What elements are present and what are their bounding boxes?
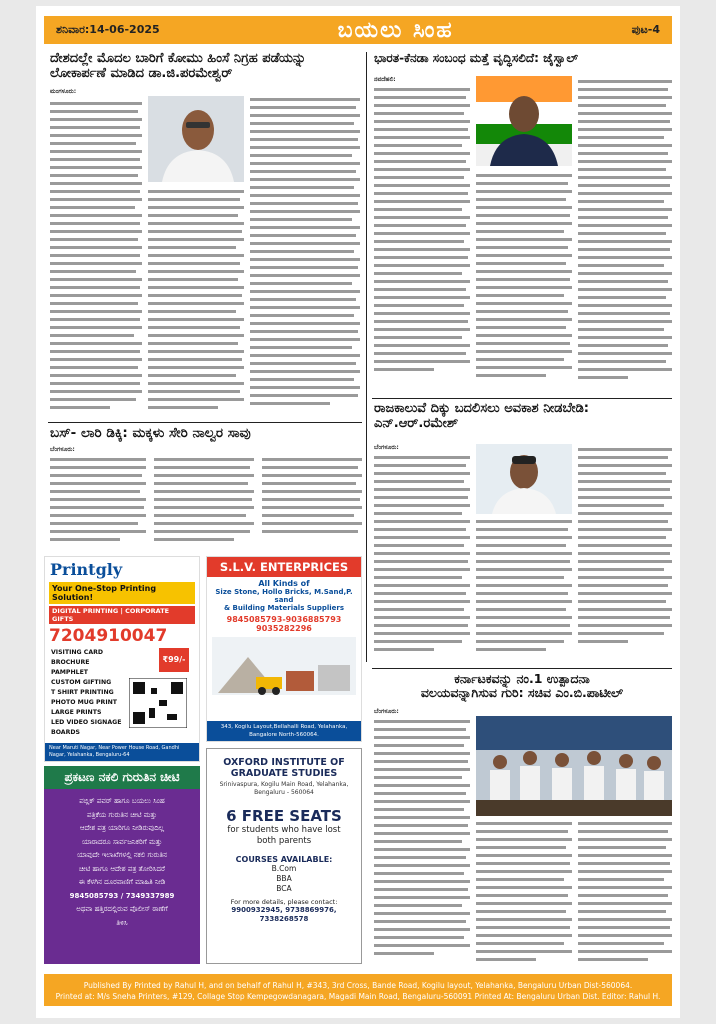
notice-line: ಯಾರಾದರೂ ಸಾರ್ವಜನಿಕರಿಗೆ ಮತ್ತು [81, 837, 163, 846]
article-4-text-lines [374, 452, 470, 662]
masthead-bar [44, 16, 672, 44]
article-5-headline [374, 672, 670, 701]
qr-code-icon [129, 678, 187, 728]
article-1-body [50, 88, 142, 418]
section-divider [372, 668, 672, 669]
oxford-seats: 6 FREE SEATS [226, 807, 342, 825]
article-5-body-col3 [578, 820, 672, 970]
oxford-name: OXFORD INSTITUTE OF GRADUATE STUDIES [223, 757, 345, 779]
notice-line: ಈ ಕೆಳಗಿನ ದೂರವಾಣಿಗೆ ಮಾಹಿತಿ ನೀಡಿ [78, 878, 166, 886]
page-number: ಪುಟ-4 [631, 23, 660, 36]
notice-line: ಪತ್ರಿಕೆಯ ಗುರುತಿನ ಚೀಟಿ ಮತ್ತು [87, 810, 157, 819]
notice-line: ಅಥವಾ ಹತ್ತಿರದಲ್ಲಿರುವ ಪೊಲೀಸ್ ಠಾಣೆಗೆ [76, 905, 168, 913]
article-1-text-lines-3 [250, 96, 360, 416]
article-1-dateline: ಮಂಗಳೂರು: [50, 88, 77, 95]
article-4-headline: ರಾಜಕಾಲುವೆ ದಿಕ್ಕು ಬದಲಿಸಲು ಅವಕಾಶ ನೀಡಬೇಡಿ: ಎನ್.ಆರ್.ರಮೇಶ್ [374, 401, 589, 431]
slv-line3: & Building Materials Suppliers [223, 604, 345, 612]
article-1-body-col2 [148, 188, 244, 418]
printgly-ad [44, 556, 200, 762]
slv-address: 343, Kogilu Layout,Bellahalli Road, Yelahanka, Bangalore North-560064. [207, 721, 361, 741]
article-5-headline-line2: ವಲಯವನ್ನಾಗಿಸುವ ಗುರಿ: ಸಚಿವ ಎಂ.ಬಿ.ಪಾಟೀಲ್ [420, 685, 624, 701]
oxford-course: BBA [276, 874, 292, 883]
article-4-dateline: ಬೆಂಗಳೂರು: [374, 444, 399, 451]
oxford-institute-ad [206, 748, 362, 964]
notice-line: ಆದೇಶ ಪತ್ರ ಯಾರಿಗೂ ನೀಡಿರುವುದಿಲ್ಲ [79, 824, 165, 832]
article-2-text-lines-2 [476, 172, 572, 392]
section-divider [372, 398, 672, 399]
article-4-body-col2 [476, 518, 572, 664]
printgly-offer: ₹99/- [159, 648, 189, 672]
notice-line: ಚೀಟಿ ಹಾಗೂ ಆದೇಶ ಪತ್ರ ತೋರಿಸಿದರೆ [79, 864, 165, 873]
oxford-address: Srinivaspura, Kogilu Main Road, Yelahanka, Bengaluru - 560064 [219, 781, 349, 796]
oxford-for: for students who have lost both parents [227, 825, 341, 846]
printgly-item: LARGE PRINTS [51, 709, 102, 716]
article-2-body [374, 76, 470, 396]
article-3-headline: ಬಸ್- ಲಾರಿ ಡಿಕ್ಕಿ: ಮಕ್ಕಳು ಸೇರಿ ನಾಲ್ವರ ಸಾವು [50, 425, 251, 441]
masthead-title: ಬಯಲು ಸಿಂಹ [337, 17, 454, 43]
article-2-body-col3 [578, 76, 672, 396]
imprint-line1: Published By Printed by Rahul H, and on behalf of Rahul H, #343, 3rd Cross, Bande Road, Kogilu layout, Yelahanka, Bengaluru Urban Dist-560064. [83, 981, 633, 990]
fake-id-notice [44, 766, 200, 964]
construction-materials-icon [212, 637, 356, 695]
newspaper-page [36, 6, 680, 1018]
article-4-text-lines-3 [578, 444, 672, 654]
article-5-text-lines-3 [578, 820, 672, 968]
article-5-photo [476, 716, 672, 816]
printgly-sub: DIGITAL PRINTING | CORPORATE GIFTS [49, 606, 195, 624]
notice-line: ಪಬ್ಲಿಕ್ ಪವರ್ ಹಾಗೂ ಬಯಲು ಸಿಂಹ [79, 797, 165, 805]
notice-line: ತಿಳಿಸಿ [116, 918, 128, 927]
printgly-brand: Printgly [50, 560, 123, 579]
slv-line2: Size Stone, Hollo Bricks, M.Sand,P. sand [215, 588, 353, 604]
slv-phone3: 9035282296 [256, 624, 312, 633]
oxford-contact-label: For more details, please contact: [230, 898, 338, 906]
oxford-courses-title: COURSES AVAILABLE: [235, 855, 333, 864]
slv-line1: All Kinds of [258, 579, 310, 588]
event-group-photo-icon [476, 716, 672, 816]
printgly-item: BROCHURE [51, 659, 90, 666]
oxford-contact: 9900932945, 9738869976, 7338268578 [231, 906, 337, 923]
article-5-headline-line1: ಕರ್ನಾಟಕವನ್ನು ನಂ.1 ಉತ್ಪಾದನಾ [454, 671, 590, 686]
article-3-body [50, 446, 362, 546]
article-4-text-lines-2 [476, 518, 572, 662]
printgly-visuals [123, 648, 193, 738]
printgly-item: LED VIDEO SIGNAGE BOARDS [51, 719, 122, 736]
imprint-line2: Printed at: M/s Sneha Printers, #129, Collage Stop Kempegowdanagara, Magadi Main Road, Bengaluru-560091 Printed At: Bengaluru Urban Dist. Editor: Rahul H. [55, 992, 661, 1001]
article-1-body-col3 [250, 96, 360, 418]
article-4-photo [476, 444, 572, 514]
article-2-text-lines-3 [578, 76, 672, 394]
article-2-text-lines [374, 84, 470, 384]
printgly-item: VISITING CARD [51, 649, 104, 656]
notice-line: ಯಾವುದೇ ಇಲಾಖೆಗಳಲ್ಲಿ ನಕಲಿ ಗುರುತಿನ [76, 851, 168, 859]
printgly-tagline: Your One-Stop Printing Solution! [49, 582, 195, 604]
printgly-address: Near Maruti Nagar, Near Power House Road, Gandhi Nagar, Yelahanka, Bengaluru-64 [45, 743, 199, 761]
politician-portrait-icon [148, 96, 244, 182]
article-1-photo [148, 96, 244, 182]
printgly-phone: 7204910047 [49, 626, 168, 646]
article-1-text-lines-2 [148, 188, 244, 416]
imprint-footer [44, 974, 672, 1006]
printgly-item: T SHIRT PRINTING [51, 689, 114, 696]
article-2-dateline: ನವದೆಹಲಿ: [374, 76, 396, 83]
notice-body [44, 789, 200, 930]
printgly-item: PAMPHLET [51, 669, 89, 676]
slv-name: S.L.V. ENTERPRICES [207, 557, 361, 577]
section-divider [48, 422, 362, 423]
oxford-course: B.Com [271, 864, 297, 873]
spokesperson-portrait-icon [476, 76, 572, 166]
article-5-body [374, 708, 470, 970]
printgly-item: CUSTOM GIFTING [51, 679, 112, 686]
printgly-item: PHOTO MUG PRINT [51, 699, 118, 706]
politician-portrait-icon [476, 444, 572, 514]
article-3-text-lines [50, 454, 362, 546]
article-2-headline: ಭಾರತ-ಕೆನಡಾ ಸಂಬಂಧ ಮತ್ತೆ ವೃದ್ಧಿಸಲಿದೆ: ಜೈಸ್ವಾಲ್ [374, 51, 579, 65]
article-5-text-lines [374, 716, 470, 966]
slv-enterprises-ad [206, 556, 362, 742]
article-1-headline: ದೇಶದಲ್ಲೇ ಮೊದಲ ಬಾರಿಗೆ ಕೋಮು ಹಿಂಸೆ ನಿಗ್ರಹ ಪಡೆಯನ್ನು ಲೋಕಾರ್ಪಣೆ ಮಾಡಿದ ಡಾ.ಜಿ.ಪರಮೇಶ್ವರ್ [50, 51, 307, 81]
notice-title: ಪ್ರಕಟಣ ನಕಲಿ ಗುರುತಿನ ಚೀಟಿ [44, 766, 200, 789]
article-5-text-lines-2 [476, 820, 572, 968]
article-5-body-col2 [476, 820, 572, 970]
printgly-services [45, 648, 123, 738]
oxford-course: BCA [276, 884, 292, 893]
article-4-body [374, 444, 470, 664]
article-3-dateline: ಬೆಂಗಳೂರು: [50, 446, 75, 453]
article-4-body-col3 [578, 444, 672, 664]
article-5-dateline: ಬೆಂಗಳೂರು: [374, 708, 399, 715]
oxford-courses [207, 864, 361, 894]
article-2-photo [476, 76, 572, 166]
column-divider [366, 52, 367, 662]
notice-phones: 9845085793 / 7349337989 [69, 891, 175, 900]
issue-date: ಶನಿವಾರ:14-06-2025 [56, 23, 160, 36]
article-1-text-lines [50, 96, 142, 416]
slv-phones: 9845085793-9036885793 [226, 615, 342, 624]
article-2-body-col2 [476, 172, 572, 396]
